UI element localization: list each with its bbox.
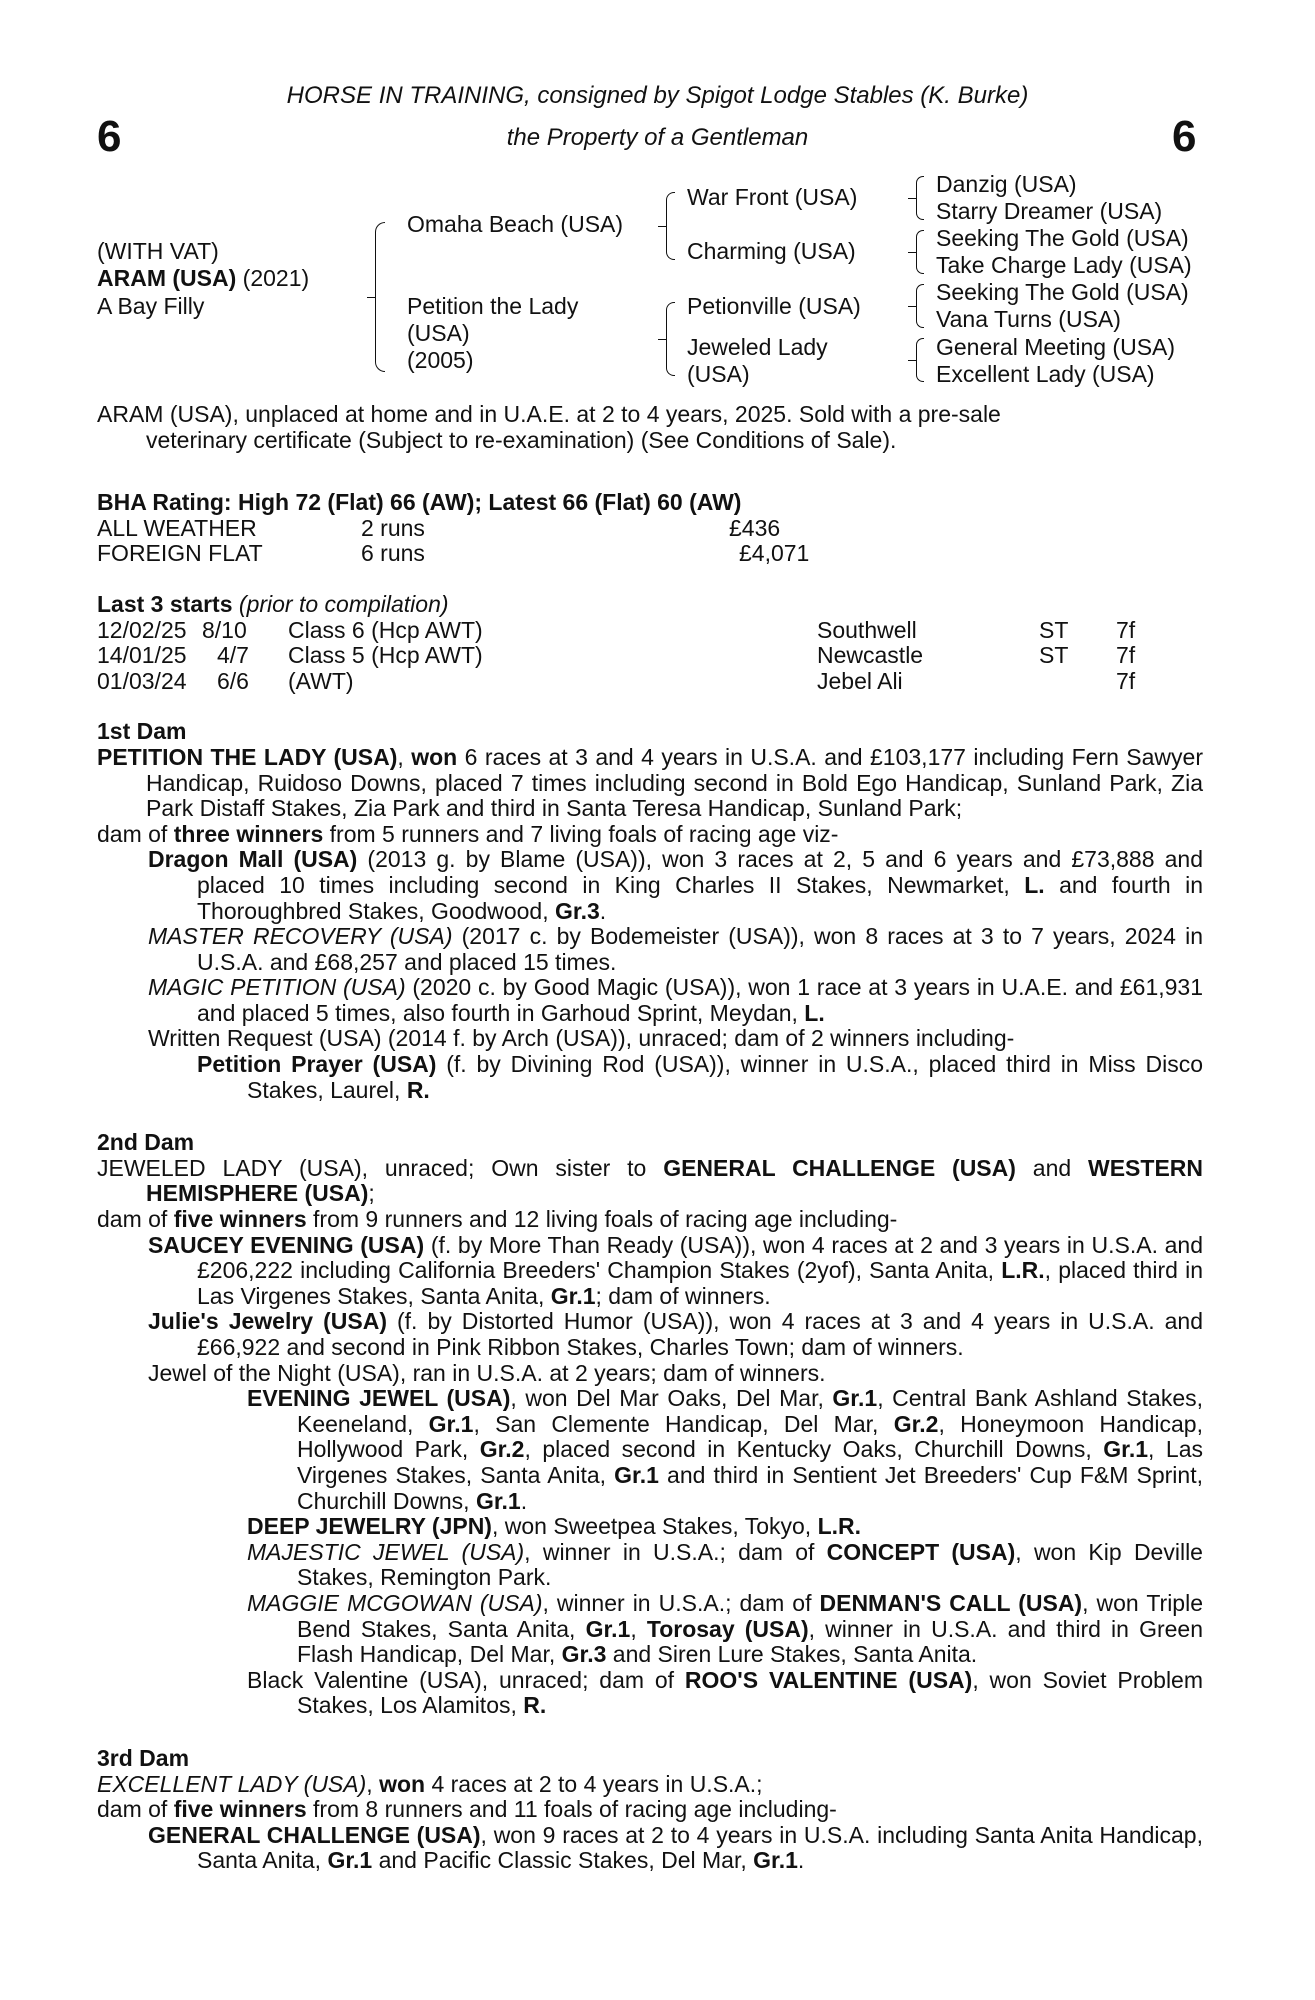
start-race: (AWT) (288, 667, 354, 694)
produce-deep-jewelry: DEEP JEWELRY (JPN), won Sweetpea Stakes, Tokyo, L.R. (247, 1513, 862, 1540)
great-grandparent-6: Vana Turns (USA) (936, 306, 1121, 332)
great-grandparent-2: Starry Dreamer (USA) (936, 198, 1163, 224)
pedigree-brace-sire (666, 192, 675, 260)
pedigree-brace-gs1 (916, 176, 924, 220)
start-surface: ST (1039, 616, 1069, 643)
start-distance: 7f (1116, 616, 1136, 643)
start-surface: ST (1039, 642, 1069, 669)
first-dam-produce-summary: dam of three winners from 5 runners and 7 living foals of racing age viz- (97, 820, 839, 847)
summary-line-1: ARAM (USA), unplaced at home and in U.A.E. at 2 to 4 years, 2025. Sold with a pre-sale (97, 401, 1001, 427)
granddam-2-line1: Jeweled Lady (687, 334, 828, 360)
pedigree-brace-main (375, 222, 385, 372)
produce-maggie-mcgowan: MAGGIE MCGOWAN (USA), winner in U.S.A.; dam of DENMAN'S CALL (USA), won Triple Bend Stakes, Santa Anita, Gr.1, Torosay (USA), winner in U.S.A. and third in Green Flash Handicap, Del Mar, Gr.3 and Siren Lure Stakes, Santa Anita. (247, 1589, 1203, 1668)
last-starts-title: Last 3 starts (97, 590, 233, 617)
third-dam-heading: 3rd Dam (97, 1744, 190, 1771)
second-dam-record: JEWELED LADY (USA), unraced; Own sister to GENERAL CHALLENGE (USA) and WESTERN HEMISPHERE (USA); (97, 1154, 1203, 1207)
produce-petition-prayer: Petition Prayer (USA) (f. by Divining Rod (USA)), winner in U.S.A., placed third in Miss Disco Stakes, Laurel, R. (197, 1051, 1203, 1103)
great-grandparent-1: Danzig (USA) (936, 171, 1077, 197)
rating-type: ALL WEATHER (97, 514, 257, 541)
start-position: 6/6 (217, 667, 249, 694)
start-date: 14/01/25 (97, 642, 187, 669)
last-starts-note: (prior to compilation) (238, 590, 449, 617)
produce-evening-jewel: EVENING JEWEL (USA), won Del Mar Oaks, Del Mar, Gr.1, Central Bank Ashland Stakes, Keeneland, Gr.1, San Clemente Handicap, Del Mar, Gr.2, Honeymoon Handicap, Hollywood Park, Gr.2, placed second in Kentucky Oaks, Churchill Downs, Gr.1, Las Virgenes Stakes, Santa Anita, Gr.1 and third in Sentient Jet Breeders' Cup F&M Sprint, Churchill Downs, Gr.1. (247, 1385, 1203, 1514)
start-position: 4/7 (217, 642, 249, 669)
horse-title (97, 265, 309, 292)
granddam-1: Charming (USA) (687, 238, 856, 264)
horse-name: ARAM (USA) (97, 265, 237, 291)
vat-note: (WITH VAT) (97, 238, 219, 264)
grandsire-1: War Front (USA) (687, 184, 858, 210)
rating-runs: 6 runs (361, 540, 425, 567)
start-date: 12/02/25 (97, 616, 187, 643)
rating-type: FOREIGN FLAT (97, 540, 263, 567)
third-dam-record: EXCELLENT LADY (USA), won 4 races at 2 to 4 years in U.S.A.; (97, 1770, 763, 1797)
start-row (97, 643, 1203, 669)
produce-majestic-jewel: MAJESTIC JEWEL (USA), winner in U.S.A.; dam of CONCEPT (USA), won Kip Deville Stakes, Remington Park. (247, 1538, 1203, 1591)
pedigree-brace-gs2 (916, 230, 924, 274)
start-race: Class 6 (Hcp AWT) (288, 616, 483, 643)
rating-prize: £436 (729, 514, 781, 541)
produce-julies-jewelry: Julie's Jewelry (USA) (f. by Distorted Humor (USA)), won 4 races at 3 and 4 years in U.S.A. and £66,922 and second in Pink Ribbon Stakes, Charles Town; dam of winners. (148, 1308, 1203, 1360)
rating-runs: 2 runs (361, 514, 425, 541)
start-course: Jebel Ali (817, 667, 903, 694)
third-dam-produce-summary: dam of five winners from 8 runners and 11 foals of racing age including- (97, 1796, 837, 1823)
rating-row (97, 541, 1203, 567)
produce-dragon-mall: Dragon Mall (USA) (2013 g. by Blame (USA)), won 3 races at 2, 5 and 6 years and £73,888 and placed 10 times including second in King Charles II Stakes, Newmarket, L. and fourth in Thoroughbred Stakes, Goodwood, Gr.3. (148, 846, 1203, 924)
rating-row (97, 516, 1203, 542)
great-grandparent-7: General Meeting (USA) (936, 334, 1176, 360)
summary-line-2: veterinary certificate (Subject to re-examination) (See Conditions of Sale). (146, 426, 897, 453)
great-grandparent-3: Seeking The Gold (USA) (936, 225, 1189, 251)
produce-general-challenge: GENERAL CHALLENGE (USA), won 9 races at 2 to 4 years in U.S.A. including Santa Anita Handicap, Santa Anita, Gr.1 and Pacific Classic Stakes, Del Mar, Gr.1. (148, 1821, 1203, 1874)
start-row (97, 618, 1203, 644)
consignment-line: HORSE IN TRAINING, consigned by Spigot Lodge Stables (K. Burke) (286, 82, 1029, 109)
start-distance: 7f (1116, 667, 1136, 694)
bha-rating: BHA Rating: High 72 (Flat) 66 (AW); Latest 66 (Flat) 60 (AW) (97, 489, 742, 516)
property-line: the Property of a Gentleman (506, 124, 809, 151)
dam-name-line1: Petition the Lady (407, 293, 579, 319)
great-grandparent-8: Excellent Lady (USA) (936, 361, 1155, 387)
pedigree-brace-gs4 (916, 338, 924, 382)
second-dam-produce-summary: dam of five winners from 9 runners and 12 living foals of racing age including- (97, 1206, 898, 1233)
first-dam-heading: 1st Dam (97, 718, 187, 745)
produce-written-request: Written Request (USA) (2014 f. by Arch (USA)), unraced; dam of 2 winners including- (148, 1025, 1015, 1052)
grandsire-2: Petionville (USA) (687, 293, 861, 319)
great-grandparent-4: Take Charge Lady (USA) (936, 252, 1192, 278)
great-grandparent-5: Seeking The Gold (USA) (936, 279, 1189, 305)
rating-prize: £4,071 (739, 540, 810, 567)
start-race: Class 5 (Hcp AWT) (288, 642, 483, 669)
horse-year: (2021) (242, 265, 310, 291)
horse-description: A Bay Filly (97, 293, 205, 319)
start-distance: 7f (1116, 642, 1136, 669)
last-starts-heading (97, 592, 1203, 618)
produce-jewel-of-the-night: Jewel of the Night (USA), ran in U.S.A. at 2 years; dam of winners. (148, 1359, 826, 1386)
dam-name-line2: (USA) (407, 320, 470, 346)
start-row (97, 669, 1203, 695)
produce-master-recovery: MASTER RECOVERY (USA) (2017 c. by Bodemeister (USA)), won 8 races at 3 to 7 years, 2024 in U.S.A. and £68,257 and placed 15 times. (148, 923, 1203, 975)
produce-black-valentine: Black Valentine (USA), unraced; dam of ROO'S VALENTINE (USA), won Soviet Problem Stakes, Los Alamitos, R. (247, 1666, 1203, 1719)
first-dam-record: PETITION THE LADY (USA), won 6 races at 3 and 4 years in U.S.A. and £103,177 including Fern Sawyer Handicap, Ruidoso Downs, placed 7 times including second in Bold Ego Handicap, Sunland Park, Zia Park Distaff Stakes, Zia Park and third in Santa Teresa Handicap, Sunland Park; (97, 743, 1203, 822)
start-course: Newcastle (817, 642, 924, 669)
start-course: Southwell (817, 616, 917, 643)
granddam-2-line2: (USA) (687, 361, 750, 387)
start-date: 01/03/24 (97, 667, 187, 694)
catalogue-body (97, 402, 1203, 1874)
lot-number-right: 6 (1172, 112, 1197, 161)
produce-magic-petition: MAGIC PETITION (USA) (2020 c. by Good Magic (USA)), won 1 race at 3 years in U.A.E. and £61,931 and placed 5 times, also fourth in Garhoud Sprint, Meydan, L. (148, 974, 1204, 1026)
dam-name-line3: (2005) (407, 347, 474, 373)
pedigree-brace-dam (666, 302, 675, 376)
first-dam-name: PETITION THE LADY (USA) (97, 743, 398, 770)
sire-name: Omaha Beach (USA) (407, 211, 624, 237)
pedigree-brace-gs3 (916, 284, 924, 328)
second-dam-heading: 2nd Dam (97, 1129, 195, 1156)
produce-saucey-evening: SAUCEY EVENING (USA) (f. by More Than Ready (USA)), won 4 races at 2 and 3 years in U.S.A. and £206,222 including California Breeders' Champion Stakes (2yof), Santa Anita, L.R., placed third in Las Virgenes Stakes, Santa Anita, Gr.1; dam of winners. (148, 1231, 1203, 1309)
lot-number-left: 6 (97, 112, 122, 161)
start-position: 8/10 (202, 616, 247, 643)
